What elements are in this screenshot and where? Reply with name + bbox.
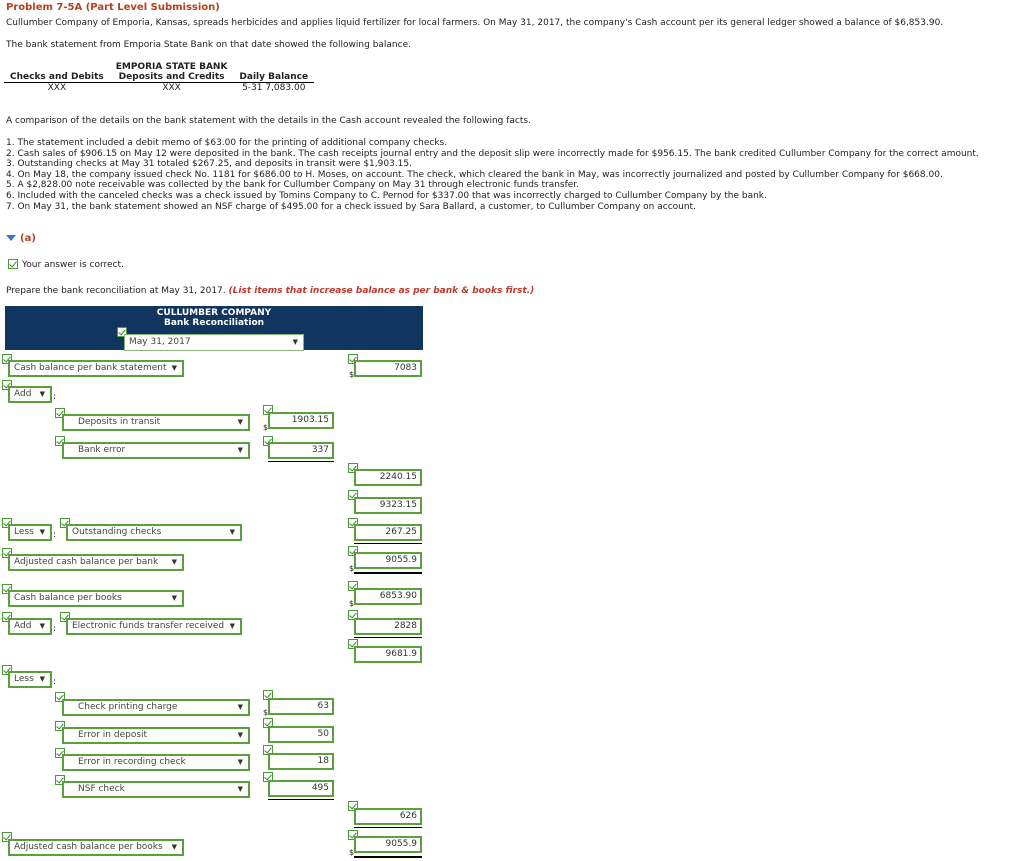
recording-error-select[interactable] [62,754,250,771]
dropdown-arrow-icon: ▼ [237,731,243,739]
section-a-toggle[interactable] [6,233,36,244]
eft-amount[interactable]: 2828 [354,618,422,635]
check-printing-amount[interactable]: 63 [268,698,334,715]
val-deposits-credits: XXX [162,83,181,93]
instruction-hint: (List items that increase balance as per bank & books first.) [228,286,535,296]
select-value: Bank error [78,445,126,455]
dropdown-arrow-icon: ▼ [237,418,243,426]
fact-item: 7. On May 31, the bank statement showed an NSF charge of $495.00 for a check issued by Sara Ballard, a customer, to Cullumber Company on account. [6,201,696,212]
dropdown-arrow-icon: ▼ [237,785,243,793]
dollar-sign: $ [349,370,355,379]
subtotal-underline [354,827,422,828]
col-deposits-credits: Deposits and Credits [110,72,234,83]
books-balance-select[interactable] [8,590,184,607]
facts-list [6,138,979,212]
instruction-line [6,286,534,296]
colon: : [53,624,57,634]
select-value: Less [14,527,34,537]
adjusted-books-select[interactable] [8,839,184,856]
books-less-select[interactable] [8,671,52,688]
date-select[interactable] [124,334,304,351]
books-balance-amount[interactable]: 6853.90 [354,588,422,605]
deposits-in-transit-select[interactable] [62,414,250,431]
bank-statement-line: The bank statement from Emporia State Bank on that date showed the following balance. [6,40,411,50]
select-value: Cash balance per bank statement [14,363,167,373]
colon: : [53,530,57,540]
select-value: Error in deposit [78,730,148,740]
dropdown-arrow-icon: ▼ [39,675,45,683]
books-add-select[interactable] [8,618,52,635]
fact-item: 3. Outstanding checks at May 31 totaled $267.25, and deposits in transit were $1,903.15. [6,159,412,170]
add-total-amount[interactable]: 2240.15 [354,469,422,486]
bank-balance-amount[interactable]: 7083 [354,360,422,377]
outstanding-checks-select[interactable] [66,524,242,541]
subtotal-underline [354,543,422,544]
fact-item: 4. On May 18, the company issued check No. 1181 for $686.00 to H. Moses, on account. The check, which cleared the bank in May, was incorrectly journalized and posted by Cullumber Company for $668.00. [6,169,943,180]
dropdown-arrow-icon: ▼ [237,758,243,766]
section-a-label: (a) [20,233,36,244]
bank-balance-select[interactable] [8,360,184,377]
select-value: Add [14,621,32,631]
dollar-sign: $ [349,599,355,608]
bank-error-amount[interactable]: 337 [268,442,334,459]
reconciliation-subtitle: Bank Reconciliation [163,318,265,328]
less-total-amount[interactable]: 626 [354,808,422,825]
dollar-sign: $ [263,708,269,717]
select-value: Check printing charge [78,702,178,712]
comparison-text: A comparison of the details on the bank statement with the details in the Cash account revealed the following facts. [6,116,531,126]
add-select[interactable] [8,386,52,403]
dropdown-arrow-icon: ▼ [171,558,177,566]
books-subtotal-amount[interactable]: 9681.9 [354,646,422,663]
dropdown-arrow-icon: ▼ [39,528,45,536]
adjusted-books-amount[interactable]: 9055.9 [354,836,422,853]
dollar-sign: $ [349,848,355,857]
adjusted-bank-select[interactable] [8,554,184,571]
dropdown-arrow-icon: ▼ [171,364,177,372]
problem-title: Problem 7-5A (Part Level Submission) [6,2,220,13]
select-value: Outstanding checks [72,527,162,537]
date-value: May 31, 2017 [129,337,191,347]
check-printing-select[interactable] [62,699,250,716]
recording-error-amount[interactable]: 18 [268,753,334,770]
dropdown-arrow-icon: ▼ [292,338,298,346]
dropdown-arrow-icon: ▼ [39,622,45,630]
instruction-text: Prepare the bank reconciliation at May 31, 2017. [6,286,226,296]
fact-item: 6. Included with the canceled checks was a check issued by Tomins Company to C. Pernod for $337.00 that was incorrectly charged to Cullumber Company by the bank. [6,190,767,201]
fact-item: 2. Cash sales of $906.15 on May 12 were deposited in the bank. The cash receipts journal entry and the deposit slip were incorrectly made for $956.15. The bank credited Cullumber Company for the correct amount. [6,148,979,159]
bank-name: EMPORIA STATE BANK [115,62,228,72]
dropdown-arrow-icon: ▼ [229,622,235,630]
deposits-in-transit-amount[interactable]: 1903.15 [268,412,334,429]
dollar-sign: $ [349,564,355,573]
deposit-error-amount[interactable]: 50 [268,726,334,743]
dropdown-arrow-icon: ▼ [171,594,177,602]
select-value: Error in recording check [78,757,186,767]
select-value: NSF check [78,784,125,794]
subtotal-underline [354,637,422,638]
select-value: Adjusted cash balance per bank [14,557,159,567]
dropdown-arrow-icon: ▼ [237,703,243,711]
deposit-error-select[interactable] [62,727,250,744]
dropdown-arrow-icon: ▼ [237,446,243,454]
select-value: Cash balance per books [14,593,122,603]
bank-subtotal-amount[interactable]: 9323.15 [354,497,422,514]
colon: : [53,677,57,687]
bank-error-select[interactable] [62,442,250,459]
eft-select[interactable] [66,618,242,635]
dollar-sign: $ [263,423,269,432]
colon: : [53,392,57,402]
fact-item: 1. The statement included a debit memo of $63.00 for the printing of additional company checks. [6,138,448,148]
double-underline [354,856,422,858]
col-daily-balance: Daily Balance [233,72,314,83]
dropdown-arrow-icon: ▼ [229,528,235,536]
select-value: Less [14,674,34,684]
company-name: CULLUMBER COMPANY [156,308,272,318]
select-value: Electronic funds transfer received [72,621,225,631]
nsf-check-amount[interactable]: 495 [268,780,334,797]
select-value: Add [14,389,32,399]
double-underline [354,572,422,574]
col-checks-debits: Checks and Debits [4,72,110,83]
fact-item: 5. A $2,828.00 note receivable was collected by the bank for Cullumber Company on May 31 through electronic funds transfer. [6,180,580,191]
check-icon [8,259,18,269]
problem-intro: Cullumber Company of Emporia, Kansas, spreads herbicides and applies liquid fertilizer for local farmers. On May 31, 2017, the company's Cash account per its general ledger showed a balance of $6,853.90. [6,18,944,28]
val-checks-debits: XXX [47,83,67,93]
dropdown-arrow-icon: ▼ [171,843,177,851]
correct-message: Your answer is correct. [22,260,124,270]
adjusted-bank-amount[interactable]: 9055.9 [354,552,422,569]
caret-down-icon [6,235,16,241]
nsf-check-select[interactable] [62,781,250,798]
subtotal-underline [268,799,334,800]
select-value: Deposits in transit [78,417,161,427]
val-daily-balance: 5-31 7,083.00 [242,83,306,93]
bank-statement-table [4,62,314,93]
subtotal-underline [268,461,334,462]
select-value: Adjusted cash balance per books [14,842,163,852]
less-select[interactable] [8,524,52,541]
outstanding-checks-amount[interactable]: 267.25 [354,524,422,541]
dropdown-arrow-icon: ▼ [39,390,45,398]
